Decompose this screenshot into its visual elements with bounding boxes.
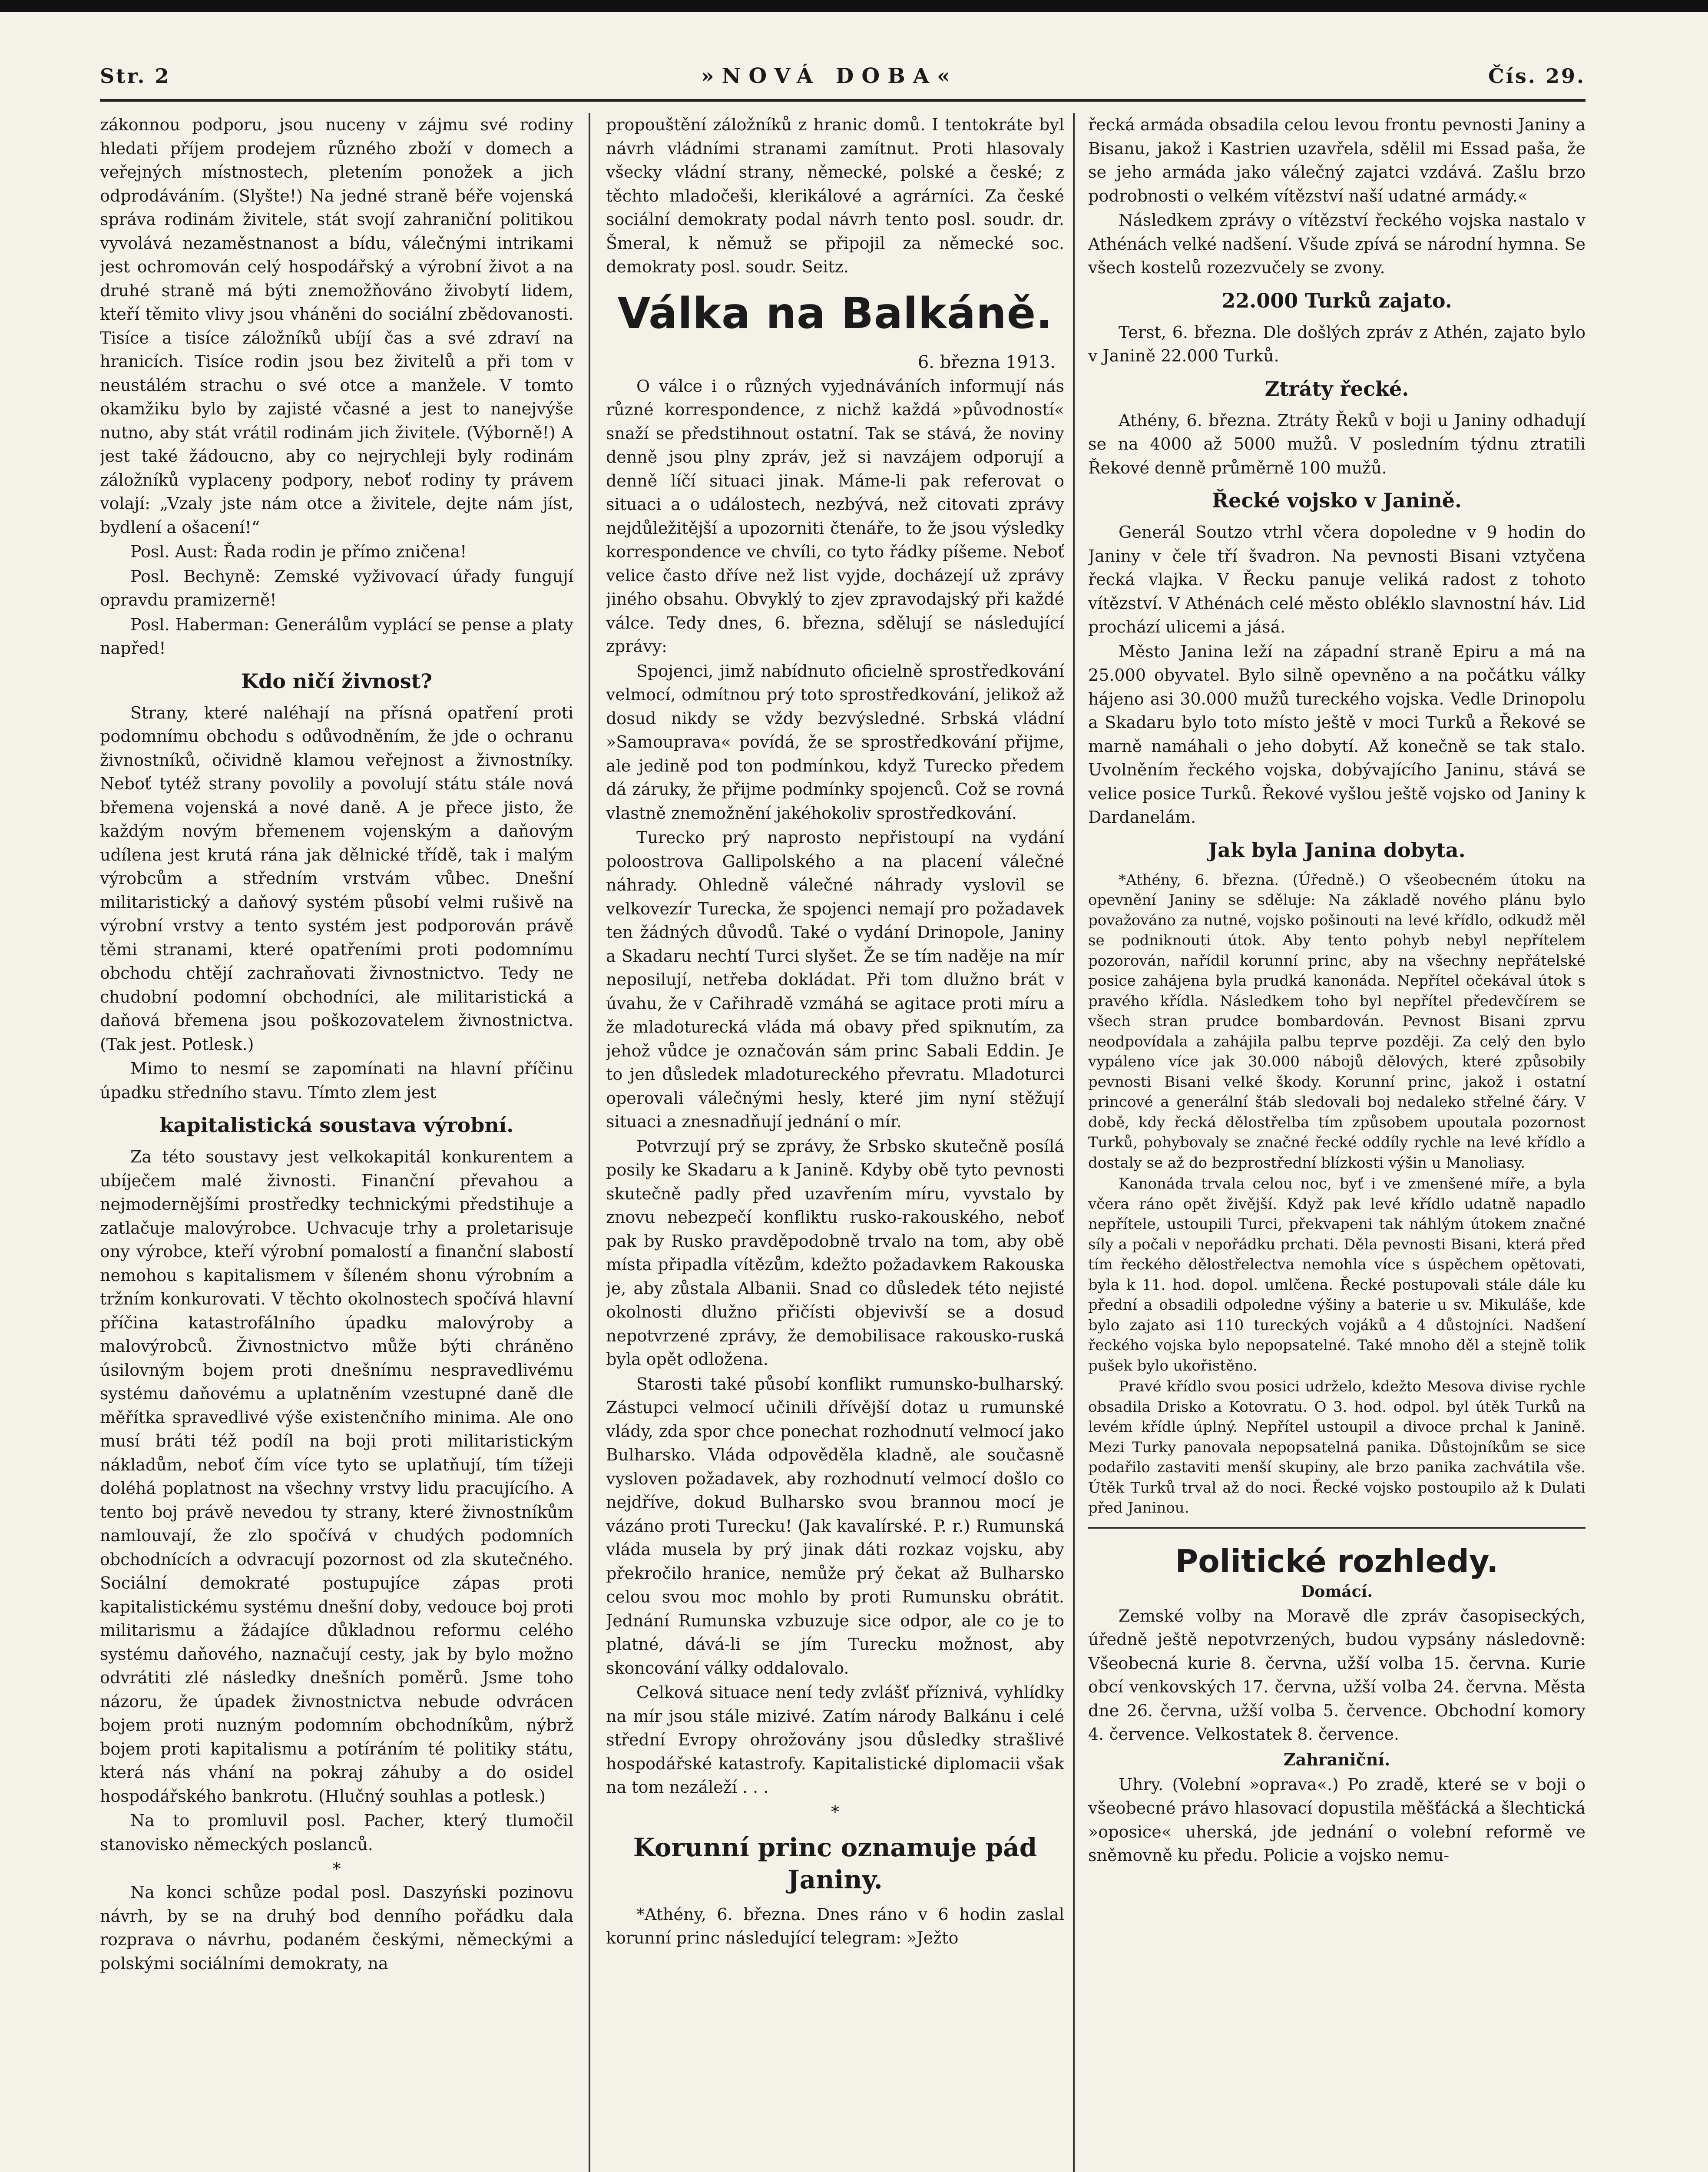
scan-edge: [0, 0, 1708, 12]
paragraph: Posl. Aust: Řada rodin je přímo zničena!: [130, 542, 467, 561]
paragraph: Celková situace není tedy zvlášť příznivá, vyhlídky na mír jsou stále mizivé. Zatím národy Balkánu i celé střední Evropy ohrožovány jsou důsledky strašlivé hospodářské katastrofy. Kapitalistické diplomacii však na tom nezáleží . . .: [606, 1683, 1064, 1797]
page-number: Str. 2: [100, 64, 171, 88]
paragraph: *Athény, 6. března. Dnes ráno v 6 hodin zaslal korunní princ následující telegram: »Ježto: [606, 1904, 1064, 1947]
paragraph: Athény, 6. března. Ztráty Řeků v boji u Janiny odhadují se na 4000 až 5000 mužů. V posledním týdnu ztratili Řekové denně průměrně 100 mužů.: [1088, 411, 1586, 477]
paragraph: Mimo to nesmí se zapomínati na hlavní příčinu úpadku středního stavu. Tímto zlem jest: [100, 1059, 573, 1102]
paragraph: Posl. Haberman: Generálům vyplácí se pense a platy napřed!: [100, 615, 573, 658]
subheading: Řecké vojsko v Janině.: [1211, 489, 1462, 512]
paragraph: Turecko prý naprosto nepřistoupí na vydání poloostrova Gallipolského a na placení válečné náhrady. Ohledně válečné náhrady vyslovil se velkovezír Turecka, že spojenci nemají pro požadavek ten žádných důvodů. Také o vydání Drinopole, Janiny a Skadaru nechtí Turci slyšet. Že se tím naděje na mír neposilují, netřeba dokládat. Při tom dlužno brát v úvahu, že v Cařihradě vzmáhá se agitace proti míru a že mladoturecká vláda má obavy před spiknutím, za jehož vůdce je označován sám princ Sabali Eddin. Je to jen důsledek mladotureckého převratu. Mladoturci operovali válečnými hesly, které jim nyní stěžují situaci a znesnadňují jednání o mír.: [606, 828, 1064, 1131]
paragraph: Strany, které naléhají na přísná opatření proti podomnímu obchodu s odůvodněním, že jde o ochranu živnostníků, očividně klamou veřejnost a živnostníky. Neboť tytéž strany povolily a povolují státu stále nová břemena vojenská a nové daně. A je přece jisto, že každým novým břemenem vojenským a daňovým udílena jest krutá rána jak dělnické třídě, tak i malým výrobcům a středním vrstvám vůbec. Dnešní militaristický a daňový systém působí velmi rušivě na výrobní vrstvy a tento systém jest podporován právě těmi stranami, které opatřeními proti podomnímu obchodu chtějí zachraňovati živnostnictvo. Tedy ne chudobní podomní obchodníci, ale militaristická a daňová břemena jsou poškozovatelem živnostnictva. (Tak jest. Potlesk.): [100, 703, 573, 1054]
column-rule-1: [589, 113, 590, 2172]
paragraph: Posl. Bechyně: Zemské vyživovací úřady fungují opravdu pramizerně!: [100, 566, 573, 609]
header-rule: [100, 99, 1586, 102]
paragraph: Uhry. (Volební »oprava«.) Po zradě, které se v boji o všeobecné právo hlasovací dopustila měšťácká a šlechtická »oposice« uherská, jde jednání o volební reformě ve sněmovně ku předu. Policie a vojsko nemu-: [1088, 1775, 1586, 1865]
paragraph: Starosti také působí konflikt rumunsko-bulharský. Zástupci velmocí učinili dřívější dotaz u rumunské vlády, zda spor chce ponechat rozhodnutí velmocí jako Bulharsko. Vláda odpověděla kladně, ale současně vysloven požadavek, aby rozhodnutí velmocí došlo co nejdříve, dokud Bulharsko svou brannou mocí je vázáno proti Turecku! (Jak kavalírské. P. r.) Rumunská vláda musela by prý jinak dáti rozkaz vojsku, aby překročilo hranice, nemůže prý čekat až Bulharsko celou svou moc mohlo by proti Rumunsku obrátit. Jednání Rumunska vzbuzuje sice odpor, ale co je to platné, dává-li se jím Turecku možnost, aby skoncování války oddalovalo.: [606, 1374, 1064, 1678]
subheading: Ztráty řecké.: [1264, 377, 1409, 401]
headline-crown-prince: Korunní princ oznamuje pád Janiny.: [633, 1832, 1037, 1894]
paragraph: O válce i o různých vyjednáváních informují nás různé korrespondence, z nichž každá »původností« snaží se předstihnout ostatní. Tak se stává, že noviny denně jsou plny zpráv, jež si navzájem odporují a denně líčí situaci jinak. Máme-li pak referovat o situaci a o událostech, nezbývá, než citovati zprávy nejdůležitější a upozorniti čtenáře, to že jsou výsledky korrespondence ve chvíli, co tyto řádky píšeme. Neboť velice často dříve než list vyjde, docházejí už zprávy jiného obsahu. Obvyklý to zjev zpravodajský při každé válce. Tedy dnes, 6. března, sdělují se následující zprávy:: [606, 376, 1064, 656]
headline-political-review: Politické rozhledy.: [1175, 1543, 1499, 1579]
separator-star: *: [831, 1802, 839, 1821]
paragraph: Na konci schůze podal posl. Daszyński pozinovu návrh, by se na druhý bod denního pořádku dala rozprava o návrhu, podaném českými, německými a polskými sociálními demokraty, na: [100, 1883, 573, 1973]
paragraph: propouštění záložníků z hranic domů. I tentokráte byl návrh vládními stranami zamítnut. Proti hlasovaly všecky vládní strany, německé, polské a české; z těchto mladočeši, klerikálové a agrárníci. Za české sociální demokraty podal návrh tento posl. soudr. dr. Šmeral, k němuž se připojil za německé soc. demokraty posl. soudr. Seitz.: [606, 115, 1064, 276]
subheading: Kdo ničí živnost?: [241, 669, 432, 693]
paragraph: Potvrzují prý se zprávy, že Srbsko skutečně posílá posily ke Skadaru a k Janině. Kdyby obě tyto pevnosti skutečně padly před uzavřením míru, vyvstalo by znovu nebezpečí konfliktu rusko-rakouského, neboť pak by Rusko pravděpodobně trvalo na tom, aby obě místa připadla vítězům, kdežto požadavkem Rakouska je, aby zůstala Albanii. Snad co důsledek této nejisté okolnosti dlužno přičísti objevivší se a dosud nepotvrzené zprávy, že demobilisace rakousko-ruská byla opět odložena.: [606, 1136, 1064, 1369]
paragraph: Pravé křídlo svou posici udrželo, kdežto Mesova divise rychle obsadila Drisko a Kotovratu. O 3. hod. odpol. byl útěk Turků na levém křídle úplný. Nepřítel ustoupil a divoce prchal k Janině. Mezi Turky panovala nepopsatelná panika. Důstojníkům se sice podařilo zastaviti menší skupiny, ale brzo panika zachvátila vše. Útěk Turků trval až do noci. Řecké vojsko postoupilo až k Dulati před Janinou.: [1088, 1378, 1586, 1516]
subheading: Jak byla Janina dobyta.: [1208, 838, 1466, 862]
subheading: kapitalistická soustava výrobní.: [159, 1113, 514, 1137]
small-print-block: [1088, 870, 1586, 1518]
column-2: [606, 113, 1064, 2172]
paragraph: zákonnou podporu, jsou nuceny v zájmu své rodiny hledati příjem prodejem různého zboží v domech a veřejných místnostech, pletením ponožek a jich odprodáváním. (Slyšte!) Na jedné straně béře vojenská správa rodinám živitele, stát svojí zahraniční politikou vyvolává nezaměstnanost a bídu, válečnými intrikami jest ochromován celý hospodářský a výrobní život a na druhé straně má býti znemožňováno živobytí lidem, kteří těmito vlivy jsou vháněni do sociální zbědovanosti. Tisíce a tisíce záložníků ubíjí čas a své zdraví na hranicích. Tisíce rodin jsou bez živitelů a při tom v neustálém strachu o své otce a manžele. V tomto okamžiku bylo by zajisté včasné a jest to nanejvýše nutno, aby stát vrátil rodinám jich živitele. (Výborně!) A jest také žádoucno, aby co nejrychleji byly rodinám záložníků vyplaceny podpory, neboť rodiny ty právem volají: „Vzaly jste nám otce a živitele, dejte nám jíst, bydlení a ošacení!“: [100, 115, 573, 537]
paragraph: Na to promluvil posl. Pacher, který tlumočil stanovisko německých poslanců.: [100, 1811, 573, 1854]
paragraph: Kanonáda trvala celou noc, byť i ve zmenšené míře, a byla včera ráno opět živější. Když pak levé křídlo udatně napadlo nepřítele, ustoupili Turci, překvapeni tak náhlým útokem značné síly a počali v nepořádku prchati. Děla pevnosti Bisani, která před tím řeckého dělostřelectva nemohla více s úspěchem opětovati, byla k 11. hod. dopol. umlčena. Řecké postupovali stále dále ku přední a obsadili odpoledne výšiny a baterie u sv. Mikuláše, kde bylo zajato asi 110 tureckých vojáků a 4 důstojníci. Nadšení řeckého vojska bylo nepopsatelné. Také mnoho děl a stejně tolik pušek bylo ukořistěno.: [1088, 1175, 1586, 1374]
page-header: [100, 52, 1586, 100]
paragraph: Za této soustavy jest velkokapitál konkurentem a ubíječem malé živnosti. Finanční převahou a nejmodernějšími prostředky technickými předstihuje a zatlačuje malovýrobce. Uchvacuje trhy a proletarisuje ony výrobce, kteří výrobní pomalostí a finanční slabostí nemohou s kapitalismem v šíleném shonu výrobním a tržním konkurovati. V těchto okolnostech spočívá hlavní příčina katastrofálního úpadku malovýroby a malovýrobců. Živnostnictvo může býti chráněno úsilovným bojem proti dnešnímu nespravedlivému systému daňovému a uplatněním vzestupné daně dle měřítka spravedlivé výše existenčního minima. Ale ono musí bráti též podíl na boji proti militaristickým nákladům, neboť čím více tyto se uplatňují, tím tížeji doléhá poplatnost na všechny vrstvy lidu pracujícího. A tento boj právě nevedou ty strany, které živnostníkům namlouvají, že zlo spočívá v chudých podomních obchodnících a odvracují pozornost od zla skutečného. Sociální demokraté postupujíce zápas proti kapitalistickému systému dnešní doby, vedouce boj proti militarismu a žádajíce důkladnou reformu celého systému daňového, naznačují cesty, jak by bylo možno odvrátiti zlé následky dnešních poměrů. Jsme toho názoru, že úpadek živnostnictva nebude odvrácen bojem proti nuzným podomním obchodníkům, nýbrž bojem proti kapitalismu a potíráním té politiky státu, která nás vhání na pokraj záhuby a do osidel hospodářského bankrotu. (Hlučný souhlas a potlesk.): [100, 1147, 573, 1806]
issue-number: Čís. 29.: [1488, 64, 1586, 88]
dateline: 6. března 1913.: [917, 352, 1056, 372]
paragraph: Terst, 6. března. Dle došlých zpráv z Athén, zajato bylo v Janině 22.000 Turků.: [1088, 322, 1586, 365]
section-kicker-foreign: Zahraniční.: [1283, 1749, 1390, 1769]
column-3: [1088, 113, 1586, 2172]
column-1: [100, 113, 573, 2172]
section-rule: [1088, 1527, 1586, 1529]
paragraph: Město Janina leží na západní straně Epiru a má na 25.000 obyvatel. Bylo silně opevněno a na počátku války hájeno asi 30.000 mužů tureckého vojska. Vedle Drinopolu a Skadaru bylo toto místo ještě v moci Turků a Řekové se marně namáhali o jeho dobytí. Až konečně se tak stalo. Uvolněním řeckého vojska, dobývajícího Janinu, stává se velice posice Turků. Řekové vyšlou ještě vojsko od Janiny k Dardanelám.: [1088, 642, 1586, 827]
paragraph: Zemské volby na Moravě dle zpráv časopiseckých, úředně ještě nepotvrzených, budou vypsány následovně: Všeobecná kurie 8. června, užší volba 15. června. Kurie obcí venkovských 17. června, užší volba 24. června. Města dne 26. června, užší volba 5. července. Obchodní komory 4. července. Velkostatek 8. července.: [1088, 1606, 1586, 1744]
subheading: 22.000 Turků zajato.: [1221, 288, 1452, 312]
paragraph: Generál Soutzo vtrhl včera dopoledne v 9 hodin do Janiny v čele tří švadron. Na pevnosti Bisani vztyčena řecká vlajka. V Řecku panuje veliká radost z tohoto vítězství. V Athénách celé město obléklo slavnostní háv. Lid prochází ulicemi a jásá.: [1088, 523, 1586, 636]
paragraph: řecká armáda obsadila celou levou frontu pevnosti Janiny a Bisanu, jakož i Kastrien uzavřela, sdělil mi Essad paša, že se jeho armáda jako válečný zajatci vzdává. Zašlu brzo podrobnosti o velkém vítězství naší udatné armády.«: [1088, 115, 1586, 205]
paragraph: *Athény, 6. března. (Úředně.) O všeobecném útoku na opevnění Janiny se sděluje: Na základě nového plánu bylo považováno za nutné, vojsko pošinouti na levé křídlo, odkudž měl se podniknouti útok. Aby tento pohyb nebyl nepřítelem pozorován, nařídil korunní princ, aby na všechny nepřátelské posice zahájena byla prudká kanonáda. Nepřítel očekával útok s pravého křídla. Následkem toho byl nepřítel předevčírem se všech stran prudce bombardován. Pevnost Bisani zprvu neodpovídala a zahájila palbu teprve později. Za celý den bylo vypáleno více jak 30.000 nábojů dělových, které způsobily pevnosti Bisani velké škody. Korunní princ, jakož i ostatní princové a generální štáb sledovali boj nedaleko střelné čáry. V době, kdy řecká dělostřelba tím způsobem upoutala pozornost Turků, pohybovaly se značné řecké oddíly rychle na levé křídlo a dostaly se až do bezprostřední blízkosti výšin u Manoliasy.: [1088, 871, 1586, 1172]
paragraph: Následkem zprávy o vítězství řeckého vojska nastalo v Athénách velké nadšení. Všude zpívá se národní hymna. Se všech kostelů rozezvučely se zvony.: [1088, 211, 1586, 277]
paragraph: Spojenci, jimž nabídnuto oficielně sprostředkování velmocí, odmítnou prý toto sprostředkování, jelikož až dosud nikdy se vždy bezvýsledné. Srbská vládní »Samouprava« povídá, že se sprostředkování přijme, ale jedině pod ton podmínkou, když Turecko předem dá záruky, že přijme podmínky spojenců. Což se rovná vlastně znemožnění jakéhokoliv sprostředkování.: [606, 661, 1064, 823]
section-kicker-domestic: Domácí.: [1301, 1582, 1373, 1601]
separator-star: *: [332, 1859, 341, 1878]
headline-balkan-war: Válka na Balkáně.: [617, 288, 1053, 338]
masthead-title: »NOVÁ DOBA«: [701, 64, 958, 88]
column-rule-2: [1073, 113, 1075, 2172]
